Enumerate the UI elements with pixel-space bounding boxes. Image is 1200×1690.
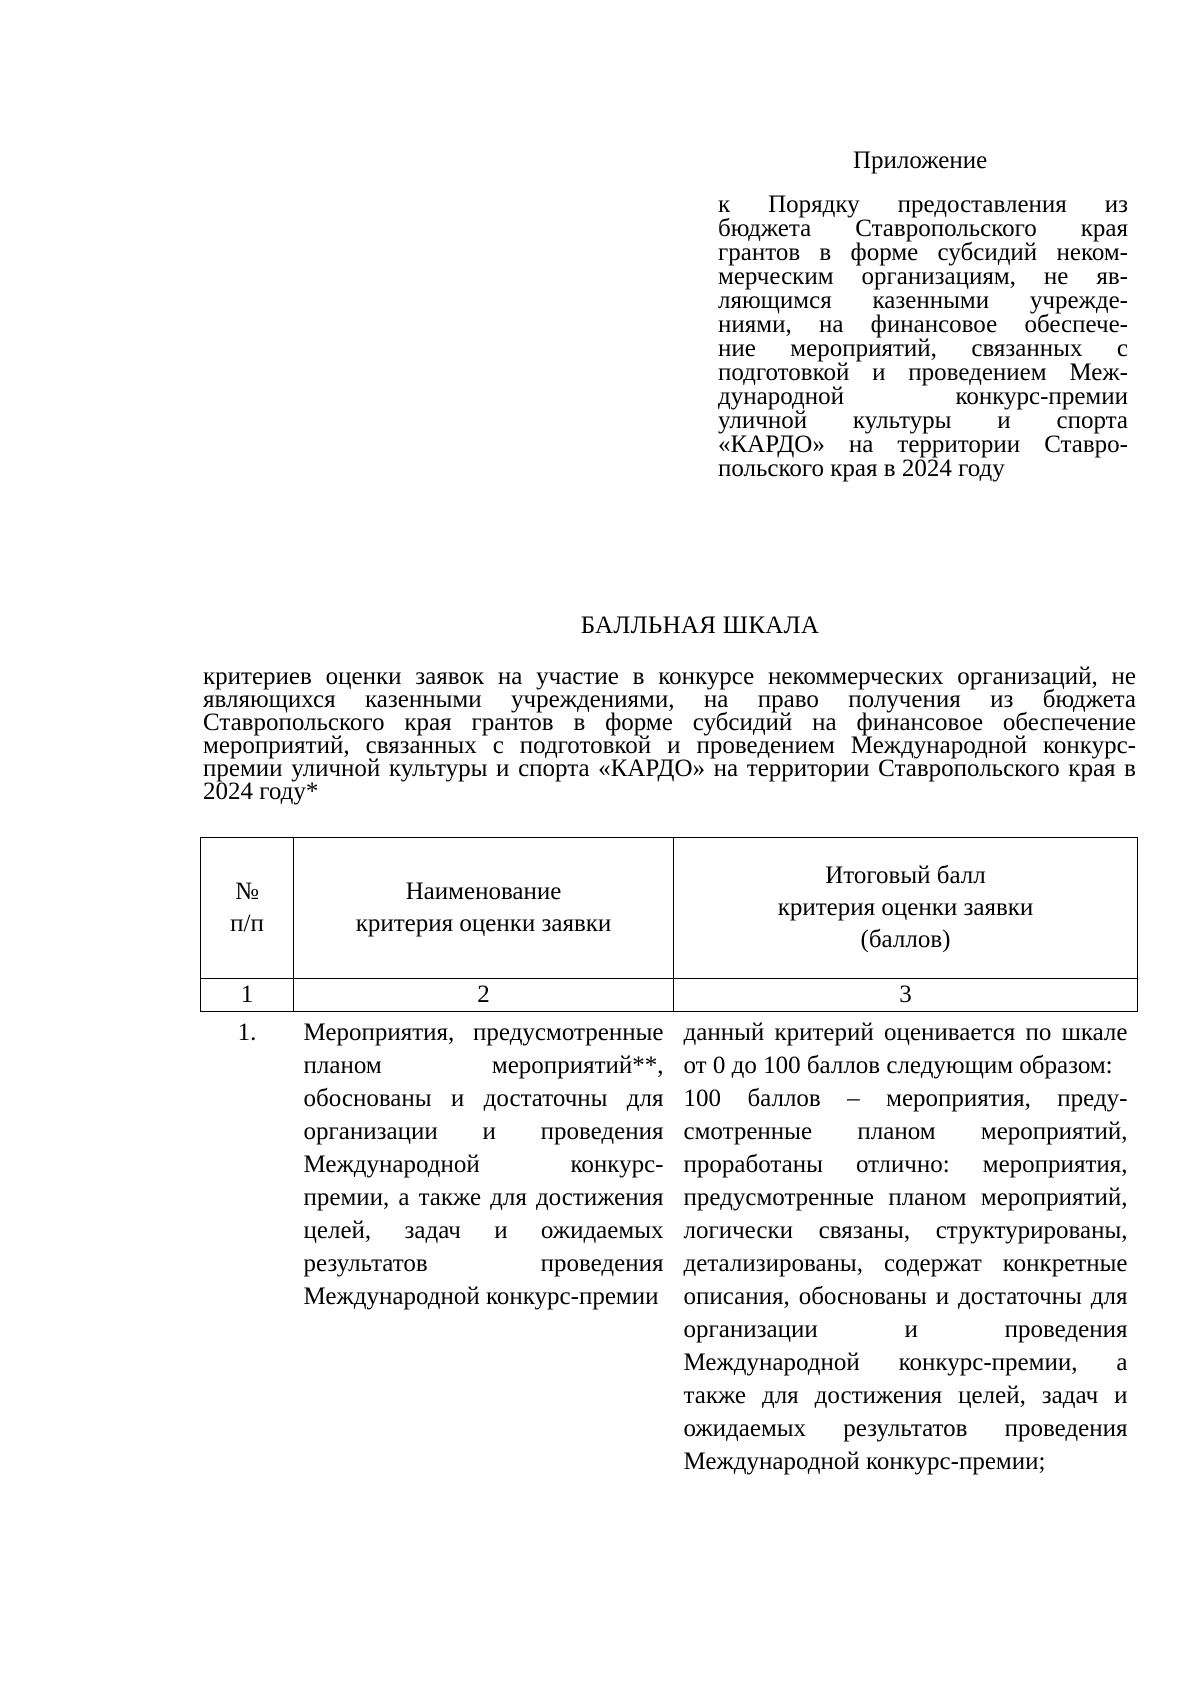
- appendix-line: мерческим организациям, не яв-: [718, 263, 1128, 290]
- column-number: 1: [201, 979, 294, 1012]
- header-criterion: [294, 838, 674, 979]
- header-number-line: п/п: [230, 910, 264, 937]
- row-score-detail: 100 баллов – мероприятия, предусмотренные планом мероприятий, проработаны отлично: мероприятия, предусмотренные планом мероприятий, логически связаны, структурированы, детализированы, содержат конкретные описания, обоснованы и достаточны для организации и проведения Международной конкурс-премии, а также для достижения целей, задач и ожидаемых результатов проведения Международной конкурс-премии;: [683, 1085, 1128, 1475]
- column-number-row: [201, 979, 1138, 1012]
- header-criterion-line: критерия оценки заявки: [355, 910, 612, 937]
- column-number: 3: [674, 979, 1138, 1012]
- table-row: [201, 1012, 1138, 1479]
- appendix-title: Приложение: [853, 147, 988, 174]
- header-score-line: критерия оценки заявки: [777, 894, 1034, 921]
- appendix-line: польского края в 2024 году: [718, 455, 1005, 482]
- document-subheading: критериев оценки заявок на участие в конкурсе некоммерческих организаций, не являющихся казенными учреждениями, на право получения из бюджета Ставропольского края грантов в форме субсидий на финансовое обеспечение мероприятий, связанных с подготовкой и проведением Международной конкурс-премии уличной культуры и спорта «КАРДО» на территории Ставропольского края в 2024 году*: [203, 663, 1136, 805]
- criteria-table: [200, 837, 1138, 1478]
- row-score-intro: данный критерий оценивается по шкале от 0 до 100 баллов следующим образом:: [683, 1019, 1128, 1079]
- appendix-line: к Порядку предоставления из: [718, 191, 1128, 218]
- appendix-line: ние мероприятий, связанных с: [718, 335, 1128, 362]
- column-number: 2: [294, 979, 674, 1012]
- appendix-line: подготовкой и проведением Меж-: [718, 359, 1128, 386]
- header-score-line: Итоговый балл: [825, 862, 986, 889]
- header-number: [201, 838, 294, 979]
- document-heading: БАЛЛЬНАЯ ШКАЛА: [580, 612, 820, 639]
- header-score-line: (баллов): [860, 926, 951, 953]
- row-number: 1.: [237, 1019, 257, 1046]
- table-header-row: [201, 838, 1138, 979]
- header-number-line: №: [235, 878, 259, 905]
- appendix-line: бюджета Ставропольского края: [718, 215, 1128, 242]
- header-criterion-line: Наименование: [405, 878, 562, 905]
- appendix-line: ниями, на финансовое обеспече-: [718, 311, 1128, 338]
- appendix-line: грантов в форме субсидий неком-: [718, 239, 1128, 266]
- row-criterion: Мероприятия, предусмотренные планом мероприятий**, обоснованы и достаточны для организации и проведения Международной конкурс-премии, а также для достижения целей, задач и ожидаемых результатов проведения Международной конкурс-премии: [303, 1019, 664, 1310]
- appendix-line: дународной конкурс-премии: [718, 383, 1128, 410]
- appendix-line: «КАРДО» на территории Ставро-: [718, 431, 1128, 458]
- appendix-text: [718, 193, 1128, 481]
- appendix-line: уличной культуры и спорта: [718, 407, 1128, 434]
- row-score: [674, 1012, 1138, 1479]
- appendix-line: ляющимся казенными учрежде-: [718, 287, 1128, 314]
- header-score: [674, 838, 1138, 979]
